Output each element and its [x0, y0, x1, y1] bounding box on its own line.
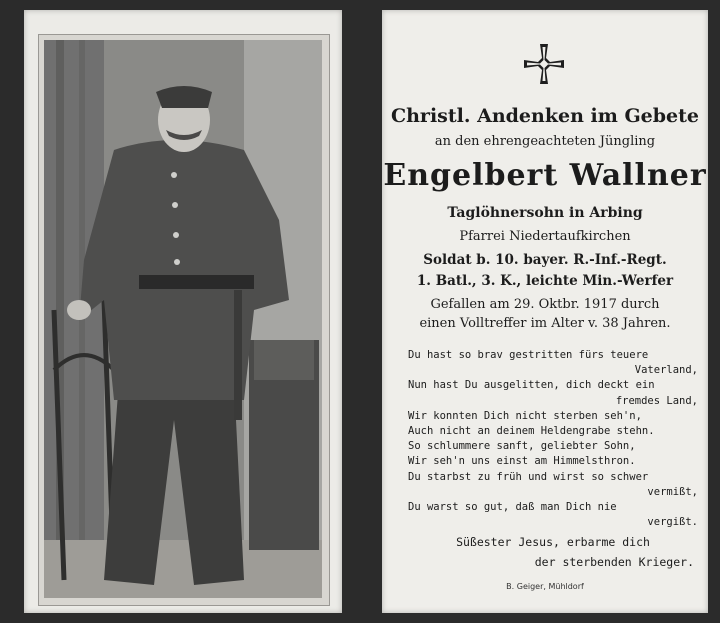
poem-line: Du warst so gut, daß man Dich nie [408, 500, 617, 513]
poem-line: Vaterland, [634, 364, 698, 377]
dedication: an den ehrengeachteten Jüngling [434, 134, 656, 149]
poem-line: Wir konnten Dich nicht sterben seh'n, [408, 409, 642, 422]
death-line-1: Gefallen am 29. Oktbr. 1917 durch [430, 297, 660, 312]
poem-line: Nun hast Du ausgelitten, dich deckt ein [408, 379, 655, 392]
occupation: Taglöhnersohn in Arbing [447, 205, 643, 221]
poem-line: Auch nicht an deinem Heldengrabe stehn. [408, 424, 655, 437]
portrait-photo [44, 40, 322, 598]
poem-line: So schlummere sanft, geliebter Sohn, [408, 440, 636, 453]
heading: Christl. Andenken im Gebete [391, 105, 699, 127]
poem-line: fremdes Land, [615, 394, 698, 407]
poem-line: vermißt, [647, 485, 698, 498]
unit-line-1: Soldat b. 10. bayer. R.-Inf.-Regt. [423, 252, 667, 268]
printer-imprint: B. Geiger, Mühldorf [506, 582, 584, 591]
photo-frame [38, 34, 330, 606]
unit-line-2: 1. Batl., 3. K., leichte Min.-Werfer [416, 273, 674, 289]
right-card-memorial-text [382, 10, 708, 613]
iron-cross-icon [522, 42, 566, 86]
left-card-photo-panel [24, 10, 342, 613]
closing-line-2: der sterbenden Krieger. [534, 555, 694, 569]
parish: Pfarrei Niedertaufkirchen [459, 229, 631, 244]
closing-line-1: Süßester Jesus, erbarme dich [456, 535, 650, 549]
poem-line: Du starbst zu früh und wirst so schwer [408, 470, 649, 483]
poem-line: Du hast so brav gestritten fürs teuere [408, 349, 649, 361]
death-line-2: einen Volltreffer im Alter v. 38 Jahren. [419, 316, 671, 331]
memorial-poem [408, 348, 698, 530]
deceased-name: Engelbert Wallner [383, 158, 707, 193]
poem-line: vergißt. [647, 516, 698, 529]
poem-line: Wir seh'n uns einst am Himmelsthron. [408, 455, 636, 468]
soldier-portrait-illustration [44, 40, 322, 598]
